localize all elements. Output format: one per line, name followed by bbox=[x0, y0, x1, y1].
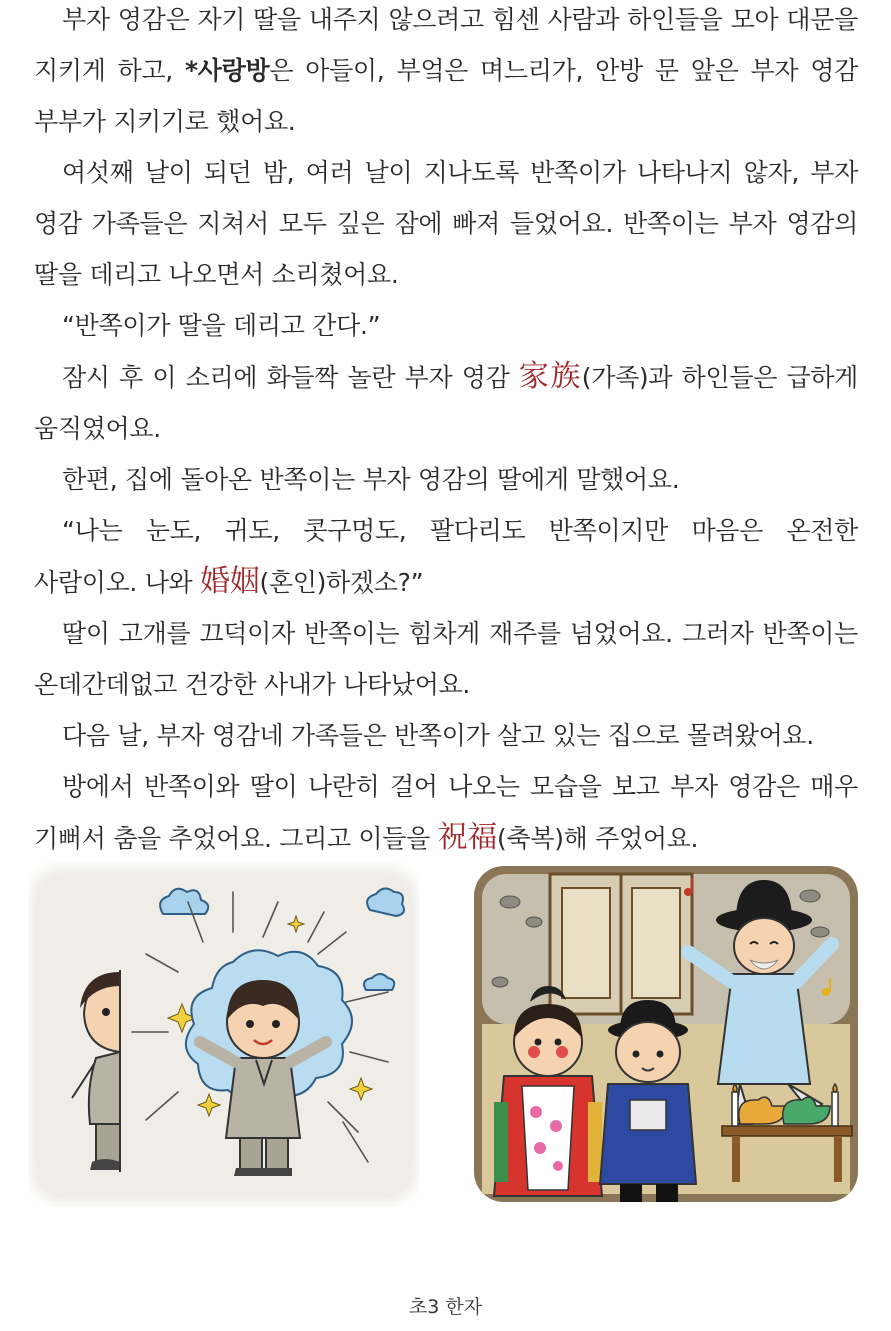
paragraph-7: 딸이 고개를 끄덕이자 반쪽이는 힘차게 재주를 넘었어요. 그러자 반쪽이는 온데간데없고 건강한 사내가 나타났어요. bbox=[34, 619, 858, 699]
paragraph-1 bbox=[34, 0, 858, 147]
paragraph-3: “반쪽이가 딸을 데리고 간다.” bbox=[62, 311, 381, 340]
hanja-family: 家族 bbox=[518, 359, 582, 394]
page-footer: 초3 한자 bbox=[408, 1296, 483, 1318]
half-boy-transforming-illustration bbox=[28, 862, 420, 1207]
sarangbang-term: *사랑방 bbox=[185, 56, 270, 85]
paragraph-6 bbox=[34, 505, 858, 608]
paragraph-9-text-a: 방에서 반쪽이와 딸이 나란히 걸어 나오는 모습을 보고 부자 영감은 매우 기뻐서 춤을 추었어요. 그리고 이들을 bbox=[34, 772, 858, 853]
story-text bbox=[34, 0, 858, 864]
paragraph-6-text-b: (혼인)하겠소?” bbox=[259, 568, 424, 597]
paragraph-9 bbox=[34, 761, 858, 864]
wedding-dance-illustration bbox=[470, 862, 862, 1207]
paragraph-1-text-c: 은 아들이, 부엌은 며느리가, 안방 문 앞은 부자 영감 부부가 지키기로 했어요. bbox=[34, 56, 858, 136]
paragraph-6-text-a: “나는 눈도, 귀도, 콧구멍도, 팔다리도 반쪽이지만 마음은 온전한 사람이오. 나와 bbox=[34, 516, 858, 597]
paragraph-9-text-b: (축복)해 주었어요. bbox=[497, 824, 699, 853]
paragraph-4 bbox=[34, 351, 858, 454]
paragraph-2: 여섯째 날이 되던 밤, 여러 날이 지나도록 반쪽이가 나타나지 않자, 부자 영감 가족들은 지쳐서 모두 깊은 잠에 빠져 들었어요. 반쪽이는 부자 영감의 딸을 데리고 나오면서 소리쳤어요. bbox=[34, 158, 858, 289]
paragraph-4-text-b: (가족)과 하인들은 급하게 움직였어요. bbox=[34, 363, 859, 443]
hanja-marriage: 婚姻 bbox=[200, 564, 260, 599]
groom-figure bbox=[600, 1000, 696, 1202]
paragraph-5: 한편, 집에 돌아온 반쪽이는 부자 영감의 딸에게 말했어요. bbox=[62, 465, 680, 494]
paragraph-8: 다음 날, 부자 영감네 가족들은 반쪽이가 살고 있는 집으로 몰려왔어요. bbox=[62, 721, 814, 750]
hanja-blessing: 祝福 bbox=[437, 820, 498, 855]
paragraph-4-text-a: 잠시 후 이 소리에 화들짝 놀란 부자 영감 bbox=[62, 363, 519, 392]
paragraph-1-text-a: 부자 영감은 자기 딸을 내주지 않으려고 힘센 사람과 하인들을 모아 대문을 지키게 하고, bbox=[34, 5, 858, 85]
